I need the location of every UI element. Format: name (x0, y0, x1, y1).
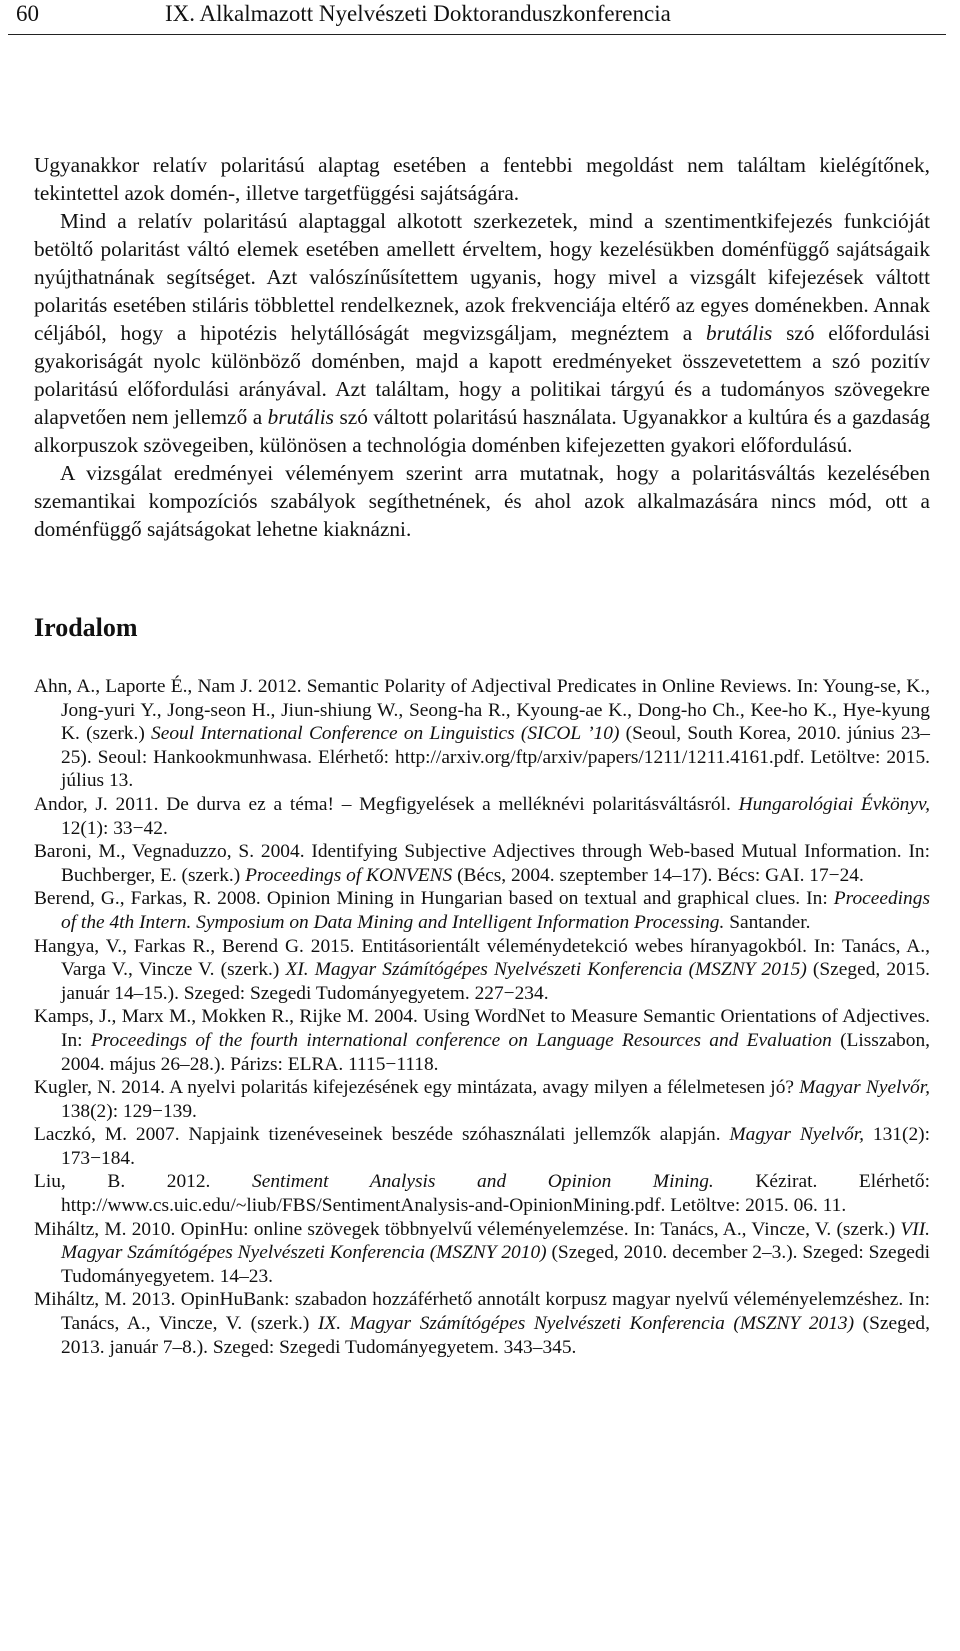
reference-item (34, 1218, 930, 1289)
reference-text: (Szeged, 2010. december 2–3.). Szeged: Szegedi Tudományegyetem. 14–23. (61, 1242, 930, 1287)
reference-text: (Szeged, 2015. január 14–15.). Szeged: Szegedi Tudományegyetem. 227−234. (61, 959, 930, 1004)
reference-item (34, 887, 930, 934)
reference-text: Kamps, J., Marx M., Mokken R., Rijke M. 2004. Using WordNet to Measure Semantic Orientations of Adjectives. In: (34, 1006, 930, 1051)
reference-title: Sentiment Analysis and Opinion Mining. (252, 1171, 714, 1193)
reference-text: Miháltz, M. 2010. OpinHu: online szövegek többnyelvű véleményelemzése. In: Tanács, A., Vincze, V. (szerk.) (34, 1218, 901, 1240)
reference-title: IX. Magyar Számítógépes Nyelvészeti Konferencia (MSZNY 2013) (317, 1313, 855, 1335)
section-title: Irodalom (34, 613, 138, 642)
paragraph-2-text: szó előfordulási gyakoriságát nyolc különböző doménben, majd a kapott eredményeket összevetettem a szó pozitív polaritású előfordulási arányával. Azt találtam, hogy a politikai tárgyú és a tudományos szövegekre alapvetően nem jellemző a (34, 321, 930, 429)
reference-title: Magyar Nyelvőr, (799, 1077, 930, 1099)
reference-text: Kézirat. Elérhető: http://www.cs.uic.edu/~liub/FBS/SentimentAnalysis-and-OpinionMining.pdf. Letöltve: 2015. 06. 11. (61, 1171, 930, 1217)
paragraph-1: Ugyanakkor relatív polaritású alaptag esetében a fentebbi megoldást nem találtam kielégítőnek, tekintettel azok domén-, illetve targetfüggési sajátságára. (34, 153, 930, 205)
reference-title: Seoul International Conference on Linguistics (SICOL ’10) (151, 723, 620, 745)
reference-text: Miháltz, M. 2013. OpinHuBank: szabadon hozzáférhető annotált korpusz magyar nyelvű véleményelemzéshez. In: Tanács, A., Vincze, V. (szerk.) (34, 1289, 930, 1335)
emphasis-term: brutális (267, 405, 334, 429)
reference-text: Laczkó, M. 2007. Napjaink tizenéveseinek beszéde szóhasználati jellemzők alapján. (34, 1124, 730, 1146)
reference-text: Andor, J. 2011. De durva ez a téma! – Megfigyelések a melléknévi polaritásváltásról. (34, 793, 739, 815)
reference-text: (Szeged, 2013. január 7–8.). Szeged: Szegedi Tudományegyetem. 343–345. (61, 1313, 930, 1358)
reference-item (34, 1123, 930, 1170)
reference-item (34, 1005, 930, 1076)
reference-title: Proceedings of KONVENS (245, 864, 453, 886)
running-title: IX. Alkalmazott Nyelvészeti Doktoranduszkonferencia (165, 1, 671, 26)
reference-title: Proceedings of the 4th Intern. Symposium on Data Mining and Intelligent Information Processing. (61, 888, 930, 933)
reference-title: Magyar Nyelvőr, (729, 1124, 864, 1146)
reference-item (34, 675, 930, 793)
reference-text: 131(2): 173−184. (61, 1124, 930, 1169)
page-number: 60 (16, 1, 39, 26)
reference-text: Hangya, V., Farkas R., Berend G. 2015. Entitásorientált véleménydetekció webes híranyagokból. In: Tanács, A., Varga V., Vincze V. (szerk.) (34, 935, 930, 981)
reference-title: VII. Magyar Számítógépes Nyelvészeti Konferencia (MSZNY 2010) (61, 1218, 930, 1264)
reference-item (34, 1170, 930, 1217)
reference-text: (Seoul, South Korea, 2010. június 23–25). Seoul: Hankookmunhwasa. Elérhető: http://arxiv.org/ftp/arxiv/papers/1211/1211.4161.pdf. Letöltve: 2015. július 13. (61, 723, 930, 792)
reference-text: Ahn, A., Laporte É., Nam J. 2012. Semantic Polarity of Adjectival Predicates in Online Reviews. In: Young-se, K., Jong-yuri Y., Jong-seon H., Jiun-shiung W., Seong-ha R., Kyoung-ae K., Dong-ho Ch., Kee-ho K., Hye-kyung K. (szerk.) (34, 676, 930, 745)
reference-text: Santander. (724, 911, 811, 933)
reference-item (34, 840, 930, 887)
reference-title: Hungarológiai Évkönyv, (738, 793, 930, 815)
reference-title: Proceedings of the fourth international conference on Language Resources and Evaluation (90, 1029, 832, 1051)
reference-list (34, 675, 930, 1359)
reference-text: Baroni, M., Vegnaduzzo, S. 2004. Identifying Subjective Adjectives through Web-based Mutual Information. In: Buchberger, E. (szerk.) (34, 841, 930, 886)
paragraph-2 (34, 207, 930, 459)
running-header (8, 0, 946, 35)
paragraph-3: A vizsgálat eredményei véleményem szerint arra mutatnak, hogy a polaritásváltás kezelésében szemantikai kompozíciós szabályok segíthetnének, és ahol azok alkalmazására nincs mód, ott a doménfüggő sajátságokat lehetne kiaknázni. (34, 461, 930, 541)
reference-text: 138(2): 129−139. (61, 1100, 197, 1122)
reference-item (34, 1076, 930, 1123)
reference-text: (Bécs, 2004. szeptember 14–17). Bécs: GAI. 17−24. (452, 864, 864, 886)
reference-text: (Lisszabon, 2004. május 26–28.). Párizs: ELRA. 1115−1118. (61, 1029, 930, 1075)
reference-text: Liu, B. 2012. (34, 1171, 253, 1193)
reference-text: Kugler, N. 2014. A nyelvi polaritás kifejezésének egy mintázata, avagy milyen a félelmetesen jó? (34, 1077, 800, 1099)
reference-item (34, 793, 930, 840)
paragraph-2-text: szó váltott polaritású használata. Ugyanakkor a kultúra és a gazdaság alkorpuszok szövegeiben, különösen a technológia doménben kifejezetten gyakori előfordulású. (34, 405, 930, 457)
body-text (34, 151, 930, 543)
paragraph-2-text: Mind a relatív polaritású alaptaggal alkotott szerkezetek, mind a szentimentkifejezés funkcióját betöltő polaritást váltó elemek esetében amellett érveltem, hogy kezelésükben doménfüggő sajátságaik nyújthatnának segítséget. Azt valószínűsítettem ugyanis, hogy mivel a vizsgált kifejezések váltott polaritás esetében stiláris többlettel rendelkeznek, azok frekvenciája eltérő az egyes doménekben. Annak céljából, hogy a hipotézis helytállóságát megvizsgáljam, megnéztem a (34, 209, 930, 345)
emphasis-term: brutális (706, 321, 773, 345)
reference-text: Berend, G., Farkas, R. 2008. Opinion Mining in Hungarian based on textual and graphical clues. In: (34, 888, 834, 910)
reference-item (34, 935, 930, 1006)
reference-text: 12(1): 33−42. (61, 817, 168, 839)
reference-title: XI. Magyar Számítógépes Nyelvészeti Konferencia (MSZNY 2015) (285, 959, 807, 981)
reference-item (34, 1288, 930, 1359)
